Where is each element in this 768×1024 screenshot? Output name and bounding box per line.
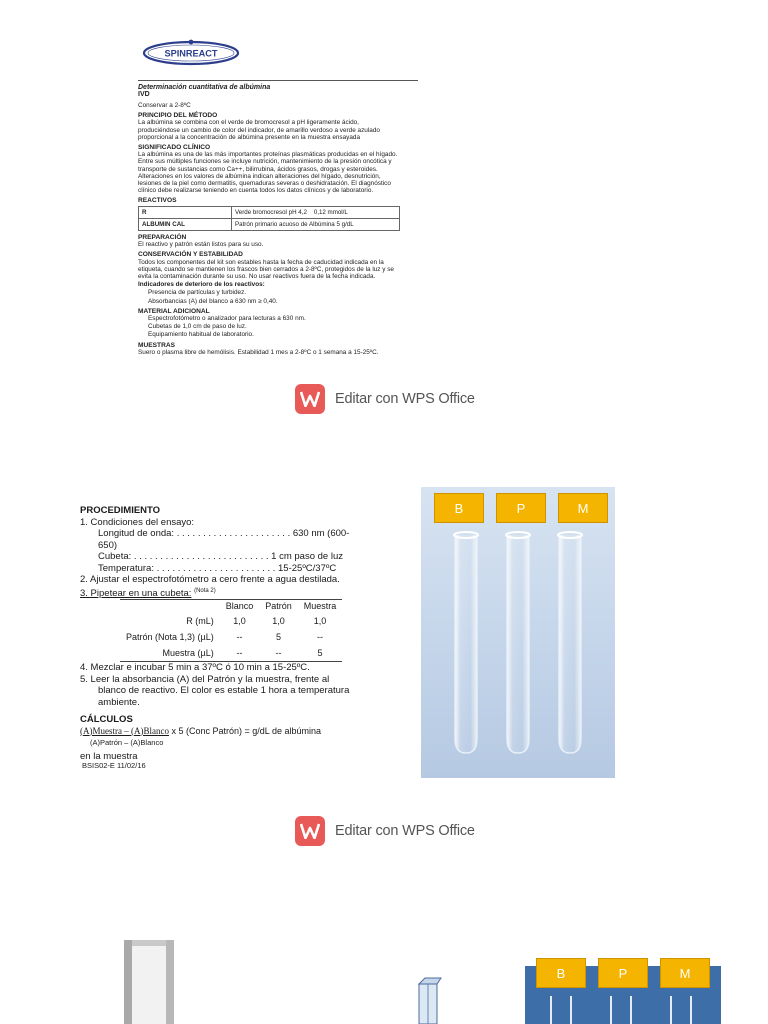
reagent-value: Verde bromocresol pH 4,2 0,12 mmol/L: [232, 206, 400, 218]
calc-heading: CÁLCULOS: [80, 714, 133, 726]
wps-edit-label: Editar con WPS Office: [335, 823, 475, 839]
samples-text: Suero o plasma libre de hemólisis. Estabilidad 1 mes a 2-8ºC o 1 semana a 15-25ºC.: [138, 348, 379, 356]
conservation-heading: CONSERVACIÓN Y ESTABILIDAD: [138, 251, 243, 259]
list-item: Absorbancias (A) del blanco a 630 nm ≥ 0,40.: [148, 297, 278, 305]
step-3-note: (Nota 2): [194, 587, 216, 594]
pipette-table: [120, 599, 342, 662]
table-cell: R (mL): [186, 615, 214, 626]
leaflet-scan: [138, 76, 418, 392]
step-5-cont: blanco de reactivo. El color es estable 1 hora a temperatura: [98, 685, 350, 697]
table-cell: 1,0: [313, 615, 327, 626]
calc-formula: [80, 726, 352, 738]
table-row: [139, 206, 400, 218]
reagents-table: [138, 206, 400, 231]
cuvette-line: Cubeta: . . . . . . . . . . . . . . . . . . . . . . . . . . 1 cm paso de luz: [98, 551, 343, 562]
material-heading: MATERIAL ADICIONAL: [138, 307, 210, 315]
table-cell: Muestra (µL): [120, 646, 220, 662]
table-row: [139, 218, 400, 230]
tube-label-standard: P: [598, 958, 648, 988]
clinical-text: La albúmina es una de las más importantes proteínas plasmáticas producidas en el hígado. Entre sus múltiples funciones se incluye nutrición, mantenimiento de la presión oncótica y transporte de sustancias como Ca++, bilirrubina, ácidos grasos, drogas y esteroides. Alteraciones en los valores de albúmina indican alteraciones del hígado, desnutrición, lesiones de la piel como dermatitis, quemaduras severas o deshidratación. El diagnóstico clínico debe realizarse teniendo en cuenta todos los datos clínicos y de laboratorio.: [138, 151, 398, 195]
table-cell: 1,0: [233, 615, 246, 626]
table-header: Blanco: [220, 600, 260, 614]
wps-edit-banner[interactable]: [295, 816, 475, 846]
step-2: 2. Ajustar el espectrofotómetro a cero frente a agua destilada.: [80, 574, 340, 585]
glass-cuvette-image: [413, 976, 443, 1024]
principle-text: La albúmina se combina con el verde de bromocresol a pH ligeramente ácido, produciéndose un cambio de color del indicador, de amarillo verdoso a verde azulado proporcional a la concentración de albúmina presente en la muestra ensayada: [138, 119, 380, 141]
calc-rest: x 5 (Conc Patrón) = g/dL de albúmina: [171, 725, 322, 736]
deterioration-heading: Indicadores de deterioro de los reactivos:: [138, 281, 265, 289]
conservation-text: Todos los componentes del kit son estables hasta la fecha de caducidad indicada en la etiqueta, cuando se mantienen los frascos bien cerrados a 2-8ºC, protegidos de la luz y se evita la contaminación durante su uso. No usar reactivos fuera de la fecha indicada.: [138, 258, 394, 281]
clinical-heading: SIGNIFICADO CLÍNICO: [138, 144, 211, 152]
spinreact-logo: [142, 38, 240, 66]
wavelength-line: Longitud de onda: . . . . . . . . . . . . . . . . . . . . . . 630 nm (600-650): [98, 528, 350, 551]
leaflet-subtitle: IVD: [138, 91, 150, 98]
tube-label-blank: B: [434, 493, 484, 523]
wps-logo-icon: [295, 816, 325, 846]
table-cell: 5: [298, 646, 343, 662]
leaflet-body: [138, 102, 400, 357]
principle-heading: PRINCIPIO DEL MÉTODO: [138, 112, 218, 120]
table-cell: 5: [276, 631, 282, 642]
table-cell: --: [317, 631, 324, 642]
leaflet-title: Determinación cuantitativa de albúmina: [138, 84, 271, 91]
storage-text: Conservar a 2-8ºC: [138, 102, 191, 109]
reagent-value: Patrón primario acuoso de Albúmina 5 g/dL: [232, 218, 400, 230]
leaflet-divider: [138, 80, 418, 81]
calc-numerator: (A)Muestra – (A)Blanco: [80, 725, 169, 736]
table-header-row: [120, 600, 342, 614]
wps-logo-icon: [295, 384, 325, 414]
prep-text: El reactivo y patrón están listos para su uso.: [138, 241, 264, 249]
reagent-key: R: [139, 206, 232, 218]
table-row: [120, 646, 342, 662]
procedure-section: [80, 505, 352, 762]
step-3-text: 3. Pipetear en una cubeta:: [80, 587, 192, 599]
list-item: Equipamiento habitual de laboratorio.: [148, 331, 254, 339]
list-item: Presencia de partículas y turbidez.: [148, 289, 247, 297]
calc-denominator: (A)Patrón – (A)Blanco: [90, 738, 164, 748]
tube-label-standard: P: [496, 493, 546, 523]
logo-text: SPINREACT: [164, 48, 218, 59]
table-row: [120, 614, 342, 630]
step-1: 1. Condiciones del ensayo:: [80, 516, 195, 528]
test-tubes-photo: [421, 487, 615, 778]
document-code: BSIS02-E 11/02/16: [82, 761, 146, 770]
table-cell: --: [259, 646, 298, 662]
wps-edit-banner[interactable]: [295, 384, 475, 414]
step-5: 5. Leer la absorbancia (A) del Patrón y la muestra, frente al: [80, 673, 330, 685]
tube-label-blank: B: [536, 958, 586, 988]
samples-heading: MUESTRAS: [138, 341, 175, 349]
wps-edit-label: Editar con WPS Office: [335, 391, 475, 407]
table-cell: Patrón (Nota 1,3) (µL): [126, 631, 214, 642]
tube-label-sample: M: [660, 958, 710, 988]
procedure-heading: PROCEDIMIENTO: [80, 505, 161, 516]
calc-tail: en la muestra: [80, 750, 138, 762]
table-header: [120, 600, 220, 614]
reagents-heading: REACTIVOS: [138, 197, 177, 205]
temperature-line: Temperatura: . . . . . . . . . . . . . . . . . . . . . . . 15-25ºC/37ºC: [98, 562, 337, 574]
test-tubes-image: [421, 487, 615, 778]
reagent-key: ALBUMIN CAL: [139, 218, 232, 230]
table-cell: --: [236, 631, 243, 642]
table-header: Muestra: [298, 600, 343, 614]
step-3: [80, 586, 352, 600]
tube-label-sample: M: [558, 493, 608, 523]
list-item: Espectrofotómetro o analizador para lecturas a 630 nm.: [148, 315, 306, 323]
table-cell: --: [220, 646, 260, 662]
table-row: [120, 630, 342, 646]
table-header: Patrón: [259, 600, 298, 614]
step-4: 4. Mezclar e incubar 5 min a 37ºC ó 10 min a 15-25ºC.: [80, 662, 310, 674]
cuvette-image: [120, 940, 178, 1024]
table-cell: 1,0: [272, 615, 285, 626]
list-item: Cubetas de 1,0 cm de paso de luz.: [148, 323, 247, 331]
step-5-cont: ambiente.: [98, 696, 140, 708]
prep-heading: PREPARACIÓN: [138, 234, 187, 242]
